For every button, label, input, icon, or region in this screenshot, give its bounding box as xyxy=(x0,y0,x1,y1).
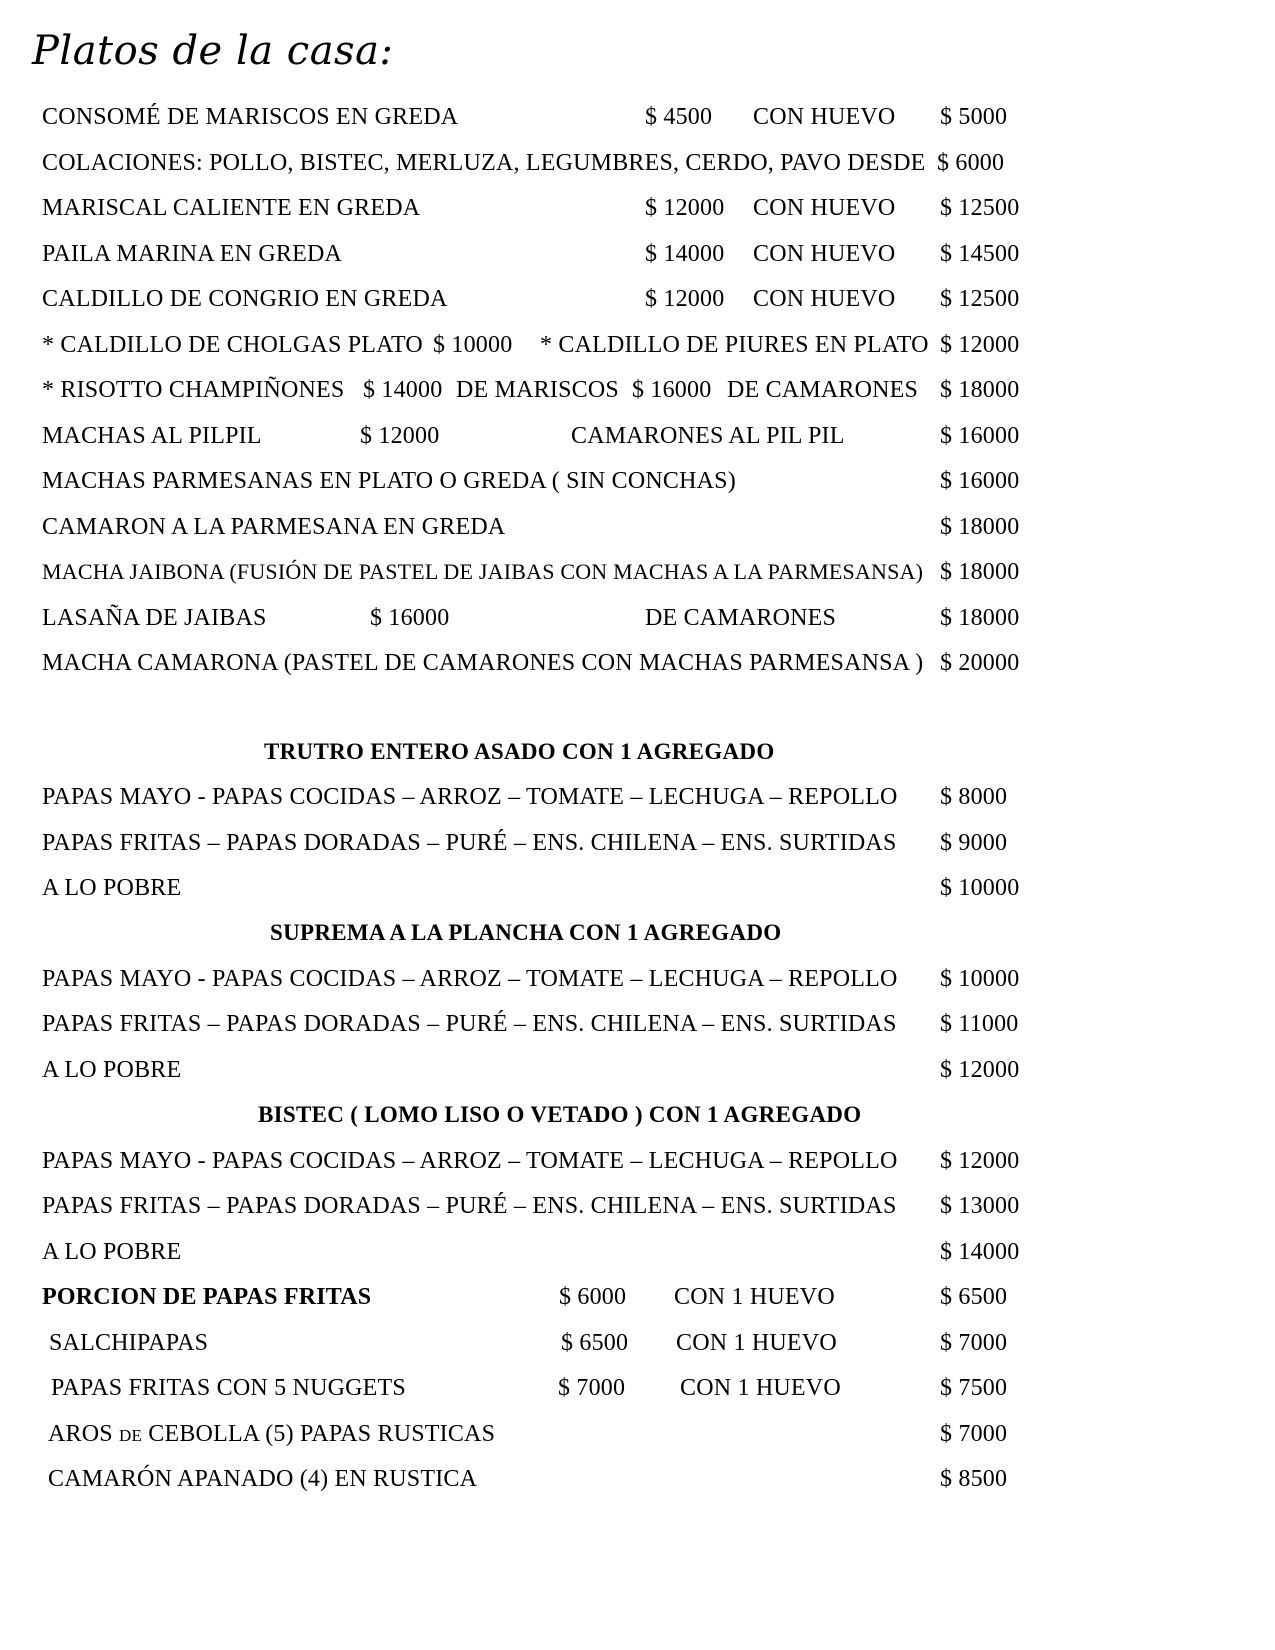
egg-option: CON HUEVO xyxy=(753,286,896,312)
item-price: $ 16000 xyxy=(632,377,712,403)
item-name: * CALDILLO DE PIURES EN PLATO xyxy=(540,332,929,358)
item-price: $ 16000 xyxy=(370,605,450,631)
egg-option: CON 1 HUEVO xyxy=(680,1375,841,1401)
item-price: $ 12000 xyxy=(940,1148,1020,1174)
item-name: DE MARISCOS xyxy=(456,377,619,403)
section-heading: BISTEC ( LOMO LISO O VETADO ) CON 1 AGREGADO xyxy=(258,1102,862,1127)
item-name: PAPAS MAYO - PAPAS COCIDAS – ARROZ – TOMATE – LECHUGA – REPOLLO xyxy=(42,966,898,992)
item-name: PAILA MARINA EN GREDA xyxy=(42,241,343,267)
item-price: $ 14000 xyxy=(940,1239,1020,1265)
item-name: * CALDILLO DE CHOLGAS PLATO xyxy=(42,332,423,358)
egg-option: CON 1 HUEVO xyxy=(674,1284,835,1310)
item-price: $ 16000 xyxy=(940,468,1020,494)
item-price: $ 12000 xyxy=(645,286,725,312)
egg-option: CON HUEVO xyxy=(753,104,896,130)
item-name: MACHA CAMARONA (PASTEL DE CAMARONES CON MACHAS PARMESANSA ) xyxy=(42,650,924,676)
section-heading: SUPREMA A LA PLANCHA CON 1 AGREGADO xyxy=(270,920,782,945)
page-title: Platos de la casa: xyxy=(32,28,394,74)
egg-price: $ 6500 xyxy=(940,1284,1008,1310)
item-price: $ 16000 xyxy=(940,423,1020,449)
item-price: $ 18000 xyxy=(940,605,1020,631)
item-price: $ 8500 xyxy=(940,1466,1008,1492)
item-name: PAPAS FRITAS CON 5 NUGGETS xyxy=(51,1375,406,1401)
item-name: PAPAS MAYO - PAPAS COCIDAS – ARROZ – TOMATE – LECHUGA – REPOLLO xyxy=(42,1148,898,1174)
egg-price: $ 7500 xyxy=(940,1375,1008,1401)
egg-price: $ 12500 xyxy=(940,286,1020,312)
item-price: $ 7000 xyxy=(558,1375,626,1401)
item-price: $ 14000 xyxy=(363,377,443,403)
item-price: $ 20000 xyxy=(940,650,1020,676)
item-name: * RISOTTO CHAMPIÑONES xyxy=(42,377,345,403)
item-name: PAPAS FRITAS – PAPAS DORADAS – PURÉ – ENS. CHILENA – ENS. SURTIDAS xyxy=(42,830,897,856)
item-price: $ 4500 xyxy=(645,104,713,130)
item-name: PAPAS FRITAS – PAPAS DORADAS – PURÉ – ENS. CHILENA – ENS. SURTIDAS xyxy=(42,1193,897,1219)
item-price: $ 12000 xyxy=(360,423,440,449)
item-name: A LO POBRE xyxy=(42,875,182,901)
egg-price: $ 5000 xyxy=(940,104,1008,130)
item-price: $ 18000 xyxy=(940,559,1020,585)
egg-price: $ 7000 xyxy=(940,1330,1008,1356)
item-price: $ 14000 xyxy=(645,241,725,267)
item-price: $ 10000 xyxy=(940,875,1020,901)
item-price: $ 8000 xyxy=(940,784,1008,810)
item-name: MARISCAL CALIENTE EN GREDA xyxy=(42,195,421,221)
section-heading: TRUTRO ENTERO ASADO CON 1 AGREGADO xyxy=(264,739,775,764)
item-name: CALDILLO DE CONGRIO EN GREDA xyxy=(42,286,448,312)
item-price: $ 9000 xyxy=(940,830,1008,856)
item-name: PORCION DE PAPAS FRITAS xyxy=(42,1284,372,1310)
item-name: PAPAS FRITAS – PAPAS DORADAS – PURÉ – ENS. CHILENA – ENS. SURTIDAS xyxy=(42,1011,897,1037)
item-name: DE CAMARONES xyxy=(645,605,837,631)
egg-price: $ 12500 xyxy=(940,195,1020,221)
egg-option: CON HUEVO xyxy=(753,241,896,267)
item-price: $ 12000 xyxy=(940,1057,1020,1083)
item-price: $ 12000 xyxy=(940,332,1020,358)
item-name: CONSOMÉ DE MARISCOS EN GREDA xyxy=(42,104,459,130)
item-price: $ 6000 xyxy=(559,1284,627,1310)
item-name: COLACIONES: POLLO, BISTEC, MERLUZA, LEGUMBRES, CERDO, PAVO DESDE xyxy=(42,150,926,176)
item-name: PAPAS MAYO - PAPAS COCIDAS – ARROZ – TOMATE – LECHUGA – REPOLLO xyxy=(42,784,898,810)
item-name: MACHA JAIBONA (FUSIÓN DE PASTEL DE JAIBAS CON MACHAS A LA PARMESANSA) xyxy=(42,559,924,584)
egg-price: $ 14500 xyxy=(940,241,1020,267)
item-price: $ 18000 xyxy=(940,377,1020,403)
item-name: MACHAS PARMESANAS EN PLATO O GREDA ( SIN CONCHAS) xyxy=(42,468,736,494)
item-price: $ 6000 xyxy=(937,150,1005,176)
item-name: A LO POBRE xyxy=(42,1239,182,1265)
item-name: MACHAS AL PILPIL xyxy=(42,423,262,449)
item-name: A LO POBRE xyxy=(42,1057,182,1083)
item-price: $ 6500 xyxy=(561,1330,629,1356)
item-price: $ 10000 xyxy=(940,966,1020,992)
item-price: $ 10000 xyxy=(433,332,513,358)
item-price: $ 13000 xyxy=(940,1193,1020,1219)
item-name: DE CAMARONES xyxy=(727,377,919,403)
item-name: CAMARÓN APANADO (4) EN RUSTICA xyxy=(48,1466,478,1492)
item-name: CAMARONES AL PIL PIL xyxy=(571,423,845,449)
item-price: $ 12000 xyxy=(645,195,725,221)
item-price: $ 18000 xyxy=(940,514,1020,540)
item-price: $ 7000 xyxy=(940,1421,1008,1447)
egg-option: CON HUEVO xyxy=(753,195,896,221)
item-name: AROS de CEBOLLA (5) PAPAS RUSTICAS xyxy=(48,1421,496,1447)
egg-option: CON 1 HUEVO xyxy=(676,1330,837,1356)
item-price: $ 11000 xyxy=(940,1011,1019,1037)
item-name: CAMARON A LA PARMESANA EN GREDA xyxy=(42,514,506,540)
item-name: SALCHIPAPAS xyxy=(49,1330,209,1356)
item-name: LASAÑA DE JAIBAS xyxy=(42,605,267,631)
